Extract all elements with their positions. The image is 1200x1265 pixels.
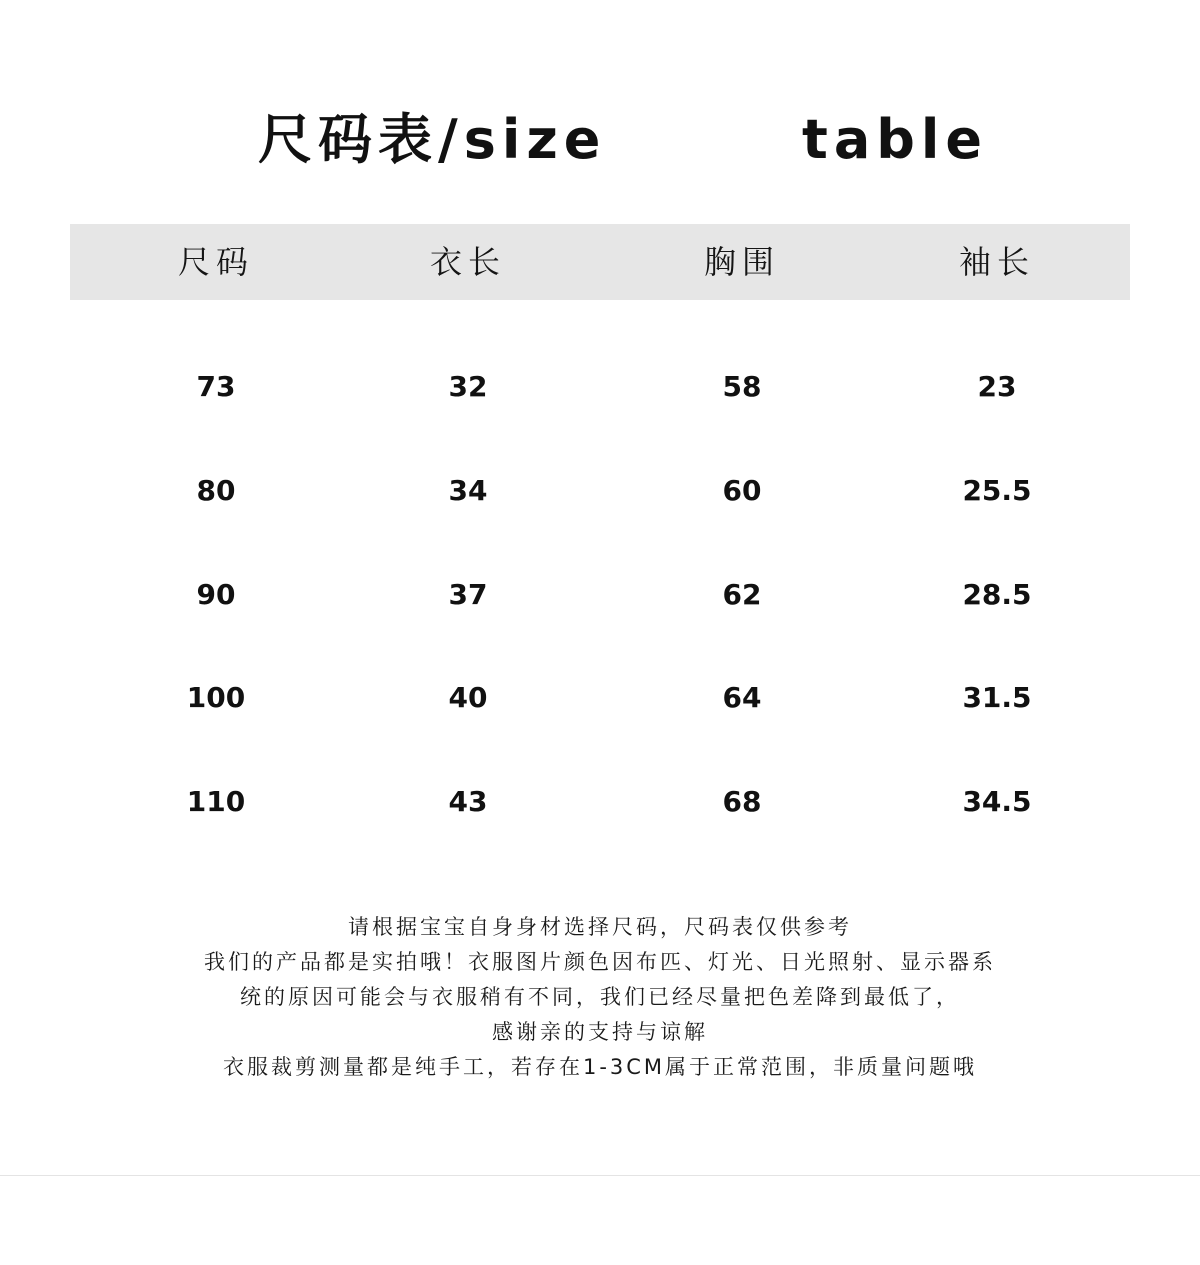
cell-length: 37 [448, 578, 488, 611]
note-line: 请根据宝宝自身身材选择尺码，尺码表仅供参考 [348, 915, 852, 939]
size-table-header [70, 224, 1130, 300]
cell-sleeve: 28.5 [962, 578, 1032, 611]
table-row [0, 565, 1200, 625]
header-sleeve: 袖长 [958, 243, 1035, 281]
cell-size: 110 [186, 785, 246, 818]
note-line: 感谢亲的支持与谅解 [492, 1020, 708, 1044]
table-row [0, 461, 1200, 521]
cell-length: 34 [448, 474, 488, 507]
cell-chest: 58 [722, 370, 762, 403]
cell-size: 73 [196, 370, 236, 403]
header-chest: 胸围 [703, 243, 780, 281]
cell-chest: 60 [722, 474, 762, 507]
cell-size: 90 [196, 578, 236, 611]
notes-block [60, 910, 1140, 1085]
table-row [0, 357, 1200, 417]
cell-sleeve: 25.5 [962, 474, 1032, 507]
cell-length: 43 [448, 785, 488, 818]
cell-length: 40 [448, 681, 488, 714]
table-row [0, 772, 1200, 832]
title-table-word: table [802, 108, 989, 171]
cell-sleeve: 23 [977, 370, 1017, 403]
page-title [0, 100, 1200, 180]
cell-chest: 62 [722, 578, 762, 611]
cell-chest: 68 [722, 785, 762, 818]
bottom-divider [0, 1175, 1200, 1176]
cell-length: 32 [448, 370, 488, 403]
cell-size: 100 [186, 681, 246, 714]
note-line: 统的原因可能会与衣服稍有不同，我们已经尽量把色差降到最低了， [240, 985, 960, 1009]
note-line: 我们的产品都是实拍哦！衣服图片颜色因布匹、灯光、日光照射、显示器系 [204, 950, 996, 974]
cell-sleeve: 34.5 [962, 785, 1032, 818]
note-line: 衣服裁剪测量都是纯手工，若存在1-3CM属于正常范围，非质量问题哦 [222, 1055, 978, 1079]
cell-sleeve: 31.5 [962, 681, 1032, 714]
cell-chest: 64 [722, 681, 762, 714]
cell-size: 80 [196, 474, 236, 507]
header-length: 衣长 [429, 243, 506, 281]
title-main: 尺码表/size [258, 108, 607, 171]
table-row [0, 668, 1200, 728]
header-size: 尺码 [177, 243, 254, 281]
